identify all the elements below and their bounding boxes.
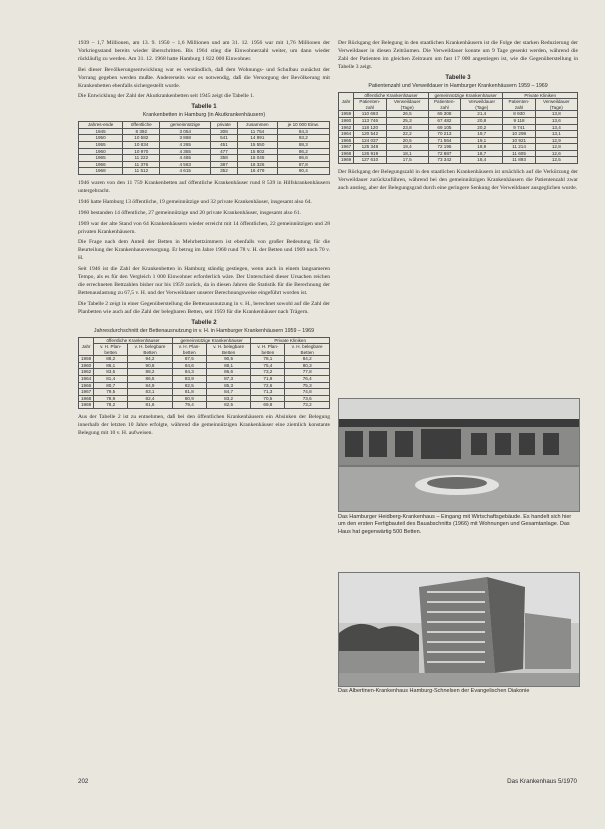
table-row: [339, 144, 578, 151]
table-cell: 81,4: [94, 376, 128, 383]
table-cell: 3 054: [160, 128, 210, 135]
table-cell: 11 376: [123, 161, 160, 168]
table-cell: 126 919: [354, 150, 386, 157]
table2-title: Tabelle 2: [191, 319, 217, 326]
table-sub-header-cell: Patienten-zahl: [503, 99, 535, 111]
table-cell: 75,4: [251, 362, 285, 369]
table-cell: 21,4: [461, 111, 503, 118]
table-cell: 13,1: [535, 131, 577, 138]
table-row: [79, 402, 330, 409]
table-cell: 84,9: [128, 382, 173, 389]
table-cell: 1960: [79, 362, 94, 369]
table-sub-header-cell: Verweildauer (Tage): [461, 99, 503, 111]
table-row: [79, 389, 330, 396]
table-cell: 86,6: [277, 155, 329, 162]
table-cell: 1965: [79, 155, 123, 162]
table-cell: 1960: [339, 117, 354, 124]
table-sub-header-cell: Patienten-zahl: [354, 99, 386, 111]
photo2-caption: Das Albertinen-Krankenhaus Hamburg-Schnelsen der Evangelischen Diakonie: [338, 688, 530, 694]
table-cell: 18,1: [386, 150, 428, 157]
table-group-header-cell: öffentliche Krankenhäuser: [94, 337, 173, 344]
table-cell: 1967: [79, 389, 94, 396]
table-sub-header-row: [79, 344, 330, 356]
table1-title: Tabelle 1: [191, 104, 217, 111]
table-cell: 10 921: [503, 137, 535, 144]
table-cell: 19,4: [386, 144, 428, 151]
table-cell: 451: [210, 142, 237, 149]
table-cell: 16 479: [238, 168, 278, 175]
table-group-header-cell: öffentliche Krankenhäuser: [354, 92, 429, 99]
table-cell: 358: [210, 155, 237, 162]
table-cell: 73,2: [285, 402, 330, 409]
table-cell: 11 893: [503, 157, 535, 164]
table-cell: 76,4: [285, 376, 330, 383]
photo1-caption: Das Hamburger Heidberg-Krankenhaus – Eingang mit Wirtschaftsgebäude. Es handelt sich hier um den ersten Fertigbauteil des Bauabschnitts (1966) mit Wohnungen und Gesamtanlage. Das Haus hat gegenwärtig 500 Betten.: [338, 514, 572, 535]
table-cell: 20,8: [461, 117, 503, 124]
table-cell: 20,2: [461, 124, 503, 131]
table-cell: 8 392: [123, 128, 160, 135]
table-sub-header-cell: v. H. Plan-betten: [172, 344, 206, 356]
table-cell: 84,6: [172, 362, 206, 369]
table-row: [79, 168, 330, 175]
table-cell: 1966: [79, 382, 94, 389]
table-cell: 10 834: [123, 142, 160, 149]
table-group-header-row: [339, 92, 578, 99]
page-number: 202: [78, 778, 89, 785]
table-cell: 13,6: [535, 117, 577, 124]
table-cell: 67 482: [428, 117, 460, 124]
table-cell: 84,2: [285, 356, 330, 363]
table-cell: 74,8: [285, 389, 330, 396]
table2-subtitle: Jahresdurchschnitt der Bettenausnutzung in v. H. in Hamburger Krankenhäusern 1959 – 1969: [93, 327, 315, 334]
paragraph: Seit 1946 ist die Zahl der Krankenbetten in Hamburg ständig gestiegen, wenn auch in einem langsameren Tempo, als es für den Vergleich 1 000 Einwohner erforderlich wäre. Der Unterschied dieser Ursachen reichen die errechneten Bettzahlen bisher nur bis 1959 zurück, da in diesen Jahren die Statistik für die Berechnung der Bettenauslastung zu 67,5 v. H. und der Verweildauer unserer Berechnungsweise eingeführt worden ist.: [78, 266, 330, 296]
table-cell: 88,1: [206, 362, 251, 369]
table-row: [79, 128, 330, 135]
table-sub-header-cell: Patienten-zahl: [428, 99, 460, 111]
paragraph: Aus der Tabelle 2 ist zu entnehmen, daß bei den öffentlichen Krankenhäusern ein Absinken der Belegung innerhalb der letzten 10 Jahre erfolgte, während die gemeinnützigen Krankenhäuser eine ziemlich konstante Belegung mit 10 v. H. aufweisen.: [78, 414, 330, 436]
table-cell: 80,3: [285, 362, 330, 369]
table-group-header-cell: Jahr: [79, 337, 94, 356]
table-cell: 1959: [79, 356, 94, 363]
table-cell: 10 582: [123, 135, 160, 142]
table-cell: 12,8: [535, 144, 577, 151]
table-cell: 10 970: [123, 148, 160, 155]
hospital-entrance-photo: [338, 398, 580, 512]
table-cell: 16 045: [238, 155, 278, 162]
table-sub-header-cell: v. H. Plan-betten: [251, 344, 285, 356]
table-cell: 8 930: [503, 111, 535, 118]
table-cell: 3 868: [160, 135, 210, 142]
paragraph: 1946 hatte Hamburg 13 öffentliche, 19 gemeinnützige und 32 private Krankenhäuser, insgesamt also 64.: [78, 198, 312, 205]
table-header-row: [79, 122, 330, 129]
table-cell: 1962: [79, 369, 94, 376]
table-cell: 1959: [339, 111, 354, 118]
paragraph: Die Frage nach dem Anteil der Betten in Mehrbettzimmern ist ebenfalls von großer Bedeutung für die Beurteilung der Krankenhausversorgung. Er betrug im Jahre 1960 rund 78 v. H. der Betten und 1969 noch 70 v. H.: [78, 239, 330, 262]
table-cell: 127 610: [354, 157, 386, 164]
table-cell: 1969: [339, 157, 354, 164]
table-cell: 308: [210, 128, 237, 135]
table-cell: 4 355: [160, 148, 210, 155]
table-cell: 25,3: [386, 117, 428, 124]
table-cell: 4 563: [160, 161, 210, 168]
table-sub-header-cell: v. H. Plan-betten: [94, 344, 128, 356]
table-row: [79, 142, 330, 149]
table-row: [339, 124, 578, 131]
table-cell: 352: [210, 168, 237, 175]
table-cell: 541: [210, 135, 237, 142]
table-row: [339, 131, 578, 138]
table-cell: 15 550: [238, 142, 278, 149]
table-cell: 72 195: [428, 144, 460, 151]
table-cell: 1968: [79, 395, 94, 402]
table-cell: 70 213: [428, 131, 460, 138]
table-cell: 72 887: [428, 150, 460, 157]
table-cell: 16 326: [238, 161, 278, 168]
table-header-cell: öffentliche: [123, 122, 160, 129]
table-cell: 19,7: [461, 131, 503, 138]
table-cell: 86,2: [277, 148, 329, 155]
table-row: [79, 395, 330, 402]
table-cell: 90,5: [206, 356, 251, 363]
table-cell: 13,8: [535, 111, 577, 118]
table3-title: Tabelle 3: [445, 74, 471, 81]
table-cell: 90,8: [128, 362, 173, 369]
table1-subtitle: Krankenbetten in Hamburg (in Akutkrankenhäusern): [142, 112, 266, 119]
table-cell: 1966: [339, 137, 354, 144]
table-cell: 83,9: [172, 376, 206, 383]
table-row: [79, 376, 330, 383]
table-row: [79, 362, 330, 369]
table-cell: 13,4: [535, 124, 577, 131]
table-cell: 11 214: [503, 144, 535, 151]
table-cell: 19,1: [461, 137, 503, 144]
paragraph: 1960 bestanden 14 öffentliche, 27 gemeinnützige und 20 private Krankenhäuser, insgesamt also 61.: [78, 209, 301, 216]
table-cell: 1969: [79, 402, 94, 409]
table-sub-header-cell: Verweildauer (Tage): [386, 99, 428, 111]
table-group-header-row: [79, 337, 330, 344]
table-cell: 4 615: [160, 168, 210, 175]
table-cell: 477: [210, 148, 237, 155]
table-cell: 65 308: [428, 111, 460, 118]
paragraph: Bei dieser Bevölkerungsentwicklung war es verständlich, daß dem Wohnungs- und Schulbau zunächst der Vorrang gegeben werden mußte. Andererseits war es notwendig, daß die Versorgung der Bevölkerung mit Krankenbetten ebenfalls sichergestellt wurde.: [78, 66, 330, 89]
table2: [78, 337, 330, 410]
table-cell: 83,5: [94, 369, 128, 376]
table-cell: 69,8: [251, 402, 285, 409]
table-row: [339, 150, 578, 157]
table-cell: 77,8: [285, 369, 330, 376]
table-cell: 113 746: [354, 117, 386, 124]
table-cell: 1945: [79, 128, 123, 135]
table-cell: 71,3: [251, 389, 285, 396]
table-row: [79, 135, 330, 142]
table-cell: 23,8: [386, 124, 428, 131]
table-cell: 1968: [339, 150, 354, 157]
table-cell: 86,5: [128, 376, 173, 383]
table-group-header-cell: gemeinnützige Krankenhäuser: [428, 92, 503, 99]
paragraph: Der Rückgang der Belegungszahl in den staatlichen Krankenhäusern ist ursächlich auf die Verkürzung der Verweildauer zurückzuführen, während bei den gemeinnützigen Krankenhäusern die Patientenzahl zwar auch anstieg, aber der Belegungsgrad durch eine geringere Senkung der Verweildauer ausgeglichen wurde.: [338, 169, 578, 191]
table-cell: 85,3: [206, 382, 251, 389]
table-cell: 78,1: [251, 356, 285, 363]
table-cell: 69 105: [428, 124, 460, 131]
table3-subtitle: Patientenzahl und Verweildauer in Hamburger Krankenhäusern 1959 – 1969: [368, 82, 548, 89]
table-cell: 88,2: [128, 369, 173, 376]
table-cell: 82,5: [172, 382, 206, 389]
table-cell: 94,2: [128, 356, 173, 363]
table-row: [79, 356, 330, 363]
table-cell: 71,9: [251, 376, 285, 383]
table-cell: 1966: [79, 161, 123, 168]
table-cell: 22,2: [386, 131, 428, 138]
table-cell: 11 222: [123, 155, 160, 162]
table-cell: 118 120: [354, 124, 386, 131]
table-row: [79, 161, 330, 168]
journal-name: Das Krankenhaus 5/1970: [507, 778, 577, 785]
table-cell: 9 741: [503, 124, 535, 131]
table-cell: 87,8: [277, 161, 329, 168]
table-cell: 88,2: [94, 356, 128, 363]
table-cell: 73,2: [251, 369, 285, 376]
paragraph: Die Entwicklung der Zahl der Akutkrankenbetten seit 1945 zeigt die Tabelle 1.: [78, 93, 255, 100]
table-cell: 87,5: [172, 356, 206, 363]
table-cell: 14 991: [238, 135, 278, 142]
table-header-cell: zusammen: [238, 122, 278, 129]
paragraph: 1946 waren von den 11 759 Krankenbetten auf öffentliche Krankenhäuser rund 8 539 in Hilfskrankenhäusern untergebracht.: [78, 180, 330, 194]
table-cell: 84,7: [206, 389, 251, 396]
table-cell: 78,2: [94, 402, 128, 409]
table-cell: 87,3: [206, 376, 251, 383]
table-cell: 86,6: [206, 369, 251, 376]
table-cell: 82,5: [206, 402, 251, 409]
table-cell: 110 693: [354, 111, 386, 118]
table-cell: 20,5: [386, 137, 428, 144]
table-cell: 125 348: [354, 144, 386, 151]
table-header-cell: je 10 000 Einw.: [277, 122, 329, 129]
table-header-cell: Jahres-ende: [79, 122, 123, 129]
table-cell: 83,2: [206, 395, 251, 402]
table-cell: 11 605: [503, 150, 535, 157]
table-cell: 15 802: [238, 148, 278, 155]
table-header-cell: gemeinnützige: [160, 122, 210, 129]
table-cell: 90,4: [277, 168, 329, 175]
table-cell: 73 342: [428, 157, 460, 164]
table-cell: 11 512: [123, 168, 160, 175]
table-cell: 1967: [339, 144, 354, 151]
table-cell: 12,5: [535, 157, 577, 164]
table-cell: 80,7: [94, 382, 128, 389]
table-cell: 93,2: [277, 135, 329, 142]
table-cell: 82,4: [128, 395, 173, 402]
table-cell: 120 542: [354, 131, 386, 138]
table-sub-header-cell: Verweildauer (Tage): [535, 99, 577, 111]
table-header-cell: private: [210, 122, 237, 129]
table-cell: 1964: [339, 131, 354, 138]
table-cell: 18,4: [461, 157, 503, 164]
table-cell: 18,9: [461, 144, 503, 151]
table-cell: 84,3: [172, 369, 206, 376]
table-cell: 1955: [79, 142, 123, 149]
paragraph: Der Rückgang der Belegung in den staatlichen Krankenhäusern ist die Folge der starken Reduzierung der Verweildauer in diesen Zeiträumen. Die Verweildauer konnte um 9 Tage gesenkt werden, während die Zahl der Patienten im gleichen Zeitraum um fast 17 000 angestiegen ist, wie die Gegenüberstellung in Tabelle 3 zeigt.: [338, 40, 578, 70]
table-cell: 124 037: [354, 137, 386, 144]
table-cell: 84,3: [277, 128, 329, 135]
table-row: [79, 155, 330, 162]
table-group-header-cell: Jahr: [339, 92, 354, 111]
paragraph: 1969 war der alte Stand von 64 Krankenhäusern wieder erreicht mit 14 öffentlichen, 22 gemeinnützigen und 28 privaten Krankenhäusern.: [78, 220, 330, 235]
table3: [338, 92, 578, 165]
table-group-header-cell: Private Kliniken: [503, 92, 578, 99]
table-sub-header-cell: v. H. belegbare Betten: [128, 344, 173, 356]
table-cell: 4 265: [160, 142, 210, 149]
table-row: [339, 157, 578, 164]
table-cell: 1968: [79, 168, 123, 175]
table-cell: 86,1: [94, 362, 128, 369]
table-cell: 81,6: [128, 402, 173, 409]
table-group-header-cell: Private Kliniken: [251, 337, 330, 344]
table-cell: 18,7: [461, 150, 503, 157]
table-sub-header-row: [339, 99, 578, 111]
table-cell: 79,5: [94, 389, 128, 396]
table-cell: 1962: [339, 124, 354, 131]
table-cell: 81,8: [172, 389, 206, 396]
paragraph: Die Tabelle 2 zeigt in einer Gegenüberstellung die Bettenausnutzung in v. H., berechnet sowohl auf die Zahl der Planbetten wie auch auf die Zahl der belegbaren Betten, seit 1959 für die Krankenhäuser nach Trägern.: [78, 300, 330, 315]
table-cell: 80,9: [172, 395, 206, 402]
left-column: [78, 40, 330, 441]
table-row: [79, 369, 330, 376]
table-cell: 71 564: [428, 137, 460, 144]
table-cell: 387: [210, 161, 237, 168]
table-row: [79, 382, 330, 389]
table-row: [79, 148, 330, 155]
table1: [78, 121, 330, 175]
table-cell: 70,5: [251, 395, 285, 402]
hospital-building-photo: [338, 572, 580, 687]
table-row: [339, 111, 578, 118]
table-cell: 11 754: [238, 128, 278, 135]
table-cell: 9 118: [503, 117, 535, 124]
table-cell: 79,4: [172, 402, 206, 409]
table-cell: 88,3: [277, 142, 329, 149]
table-cell: 17,5: [386, 157, 428, 164]
table-cell: 4 465: [160, 155, 210, 162]
table-cell: 78,9: [94, 395, 128, 402]
table-row: [339, 117, 578, 124]
table-cell: 10 298: [503, 131, 535, 138]
table-cell: 72,6: [251, 382, 285, 389]
table-cell: 26,5: [386, 111, 428, 118]
table-row: [339, 137, 578, 144]
table-cell: 73,6: [285, 395, 330, 402]
table-cell: 75,3: [285, 382, 330, 389]
table-sub-header-cell: v. H. belegbare Betten: [285, 344, 330, 356]
table-cell: 1950: [79, 135, 123, 142]
table-cell: 12,9: [535, 137, 577, 144]
table-cell: 1960: [79, 148, 123, 155]
right-column: [338, 40, 578, 196]
table-cell: 83,1: [128, 389, 173, 396]
table-sub-header-cell: v. H. belegbare Betten: [206, 344, 251, 356]
table-cell: 1964: [79, 376, 94, 383]
paragraph: 1939 – 1,7 Millionen, am 13. 9. 1950 – 1,6 Millionen und am 31. 12. 1956 war mit 1,76 Millionen der Vorkriegsstand bereits wieder überschritten. Bis 1964 stieg die Einwohnerzahl weiter, um dann wieder rückläufig zu werden. Am 31. 12. 1968 hatte Hamburg 1 822 000 Einwohner.: [78, 40, 330, 62]
table-cell: 12,6: [535, 150, 577, 157]
table-group-header-cell: gemeinnützige Krankenhäuser: [172, 337, 251, 344]
